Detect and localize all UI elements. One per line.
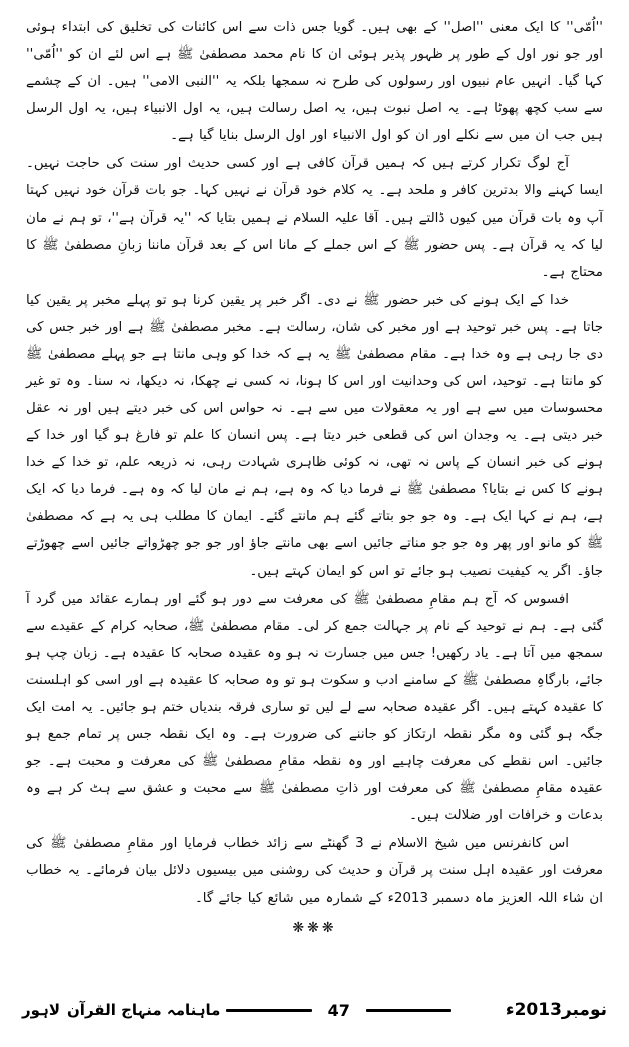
footer-magazine-title: ماہنامہ منہاج القرآن [67, 1001, 221, 1019]
footer-magazine-block [22, 1001, 220, 1019]
footer-issue-date-block [457, 1000, 607, 1020]
paragraph-1: ''اُمّی'' کا ایک معنی ''اصل'' کے بھی ہیں۔ گویا جس ذات سے اس کائنات کی تخلیق کی ابتداء ہوئی اور جو نور اول کے طور پر ظہور پذیر ہوئی ان کا نام محمد مصطفیٰ ﷺ ہے اس لئے ان کو ''اُمّی'' کہا گیا۔ انہیں عام نبیوں اور رسولوں کی طرح نہ سمجھا بلکہ یہ ''النبی الامی'' ہیں۔ ان کے چشمے سے سب کچھ پھوٹا ہے۔ یہ اصل نبوت ہیں، یہ اصل رسالت ہیں، یہ اول الانبیاء ہیں، یہ اول الرسل ہیں جب ان میں سے نکلے اور ان کو اول الانبیاء اور اول الرسل بنایا گیا ہے۔ [26, 20, 603, 144]
paragraph-2: آج لوگ تکرار کرتے ہیں کہ ہمیں قرآن کافی ہے اور کسی حدیث اور سنت کی حاجت نہیں۔ ایسا کہنے والا بدترین کافر و ملحد ہے۔ یہ کلام خود قرآن نے نہیں کہا۔ جو بات قرآن خود نہیں کہتا آپ وہ بات قرآن میں کیوں ڈالتے ہیں۔ آقا علیہ السلام نے ہمیں بتایا کہ ''یہ قرآن ہے''، تو ہم نے مان لیا کہ یہ قرآن ہے۔ پس حضور ﷺ کے اس جملے کے مانا اس کے بعد قرآن ماننا زبانِ مصطفیٰ ﷺ کا محتاج ہے۔ [26, 156, 603, 280]
footer-rule-left [226, 1009, 311, 1012]
page-footer [0, 987, 629, 1033]
article-body [26, 14, 603, 1047]
footer-issue-date: نومبر2013ء [505, 1000, 607, 1020]
page-number: 47 [327, 1000, 350, 1020]
footer-rule-right [366, 1009, 451, 1012]
paragraph-4: افسوس کہ آج ہم مقامِ مصطفیٰ ﷺ کی معرفت سے دور ہو گئے اور ہمارے عقائد میں گرد آ گئی ہے۔ ہم نے توحید کے نام پر جہالت جمع کر لی۔ مقام مصطفیٰ ﷺ، صحابہ کرام کے عقیدے سے سمجھ میں آتا ہے۔ یاد رکھیں! جس میں جسارت نہ ہو وہ عقیدہ صحابہ کا عقیدہ ہے۔ زبان چپ ہو جائے، بارگاہِ مصطفیٰ ﷺ کے سامنے ادب و سکوت ہو تو وہ صحابہ کا عقیدہ ہے اور اسی کو اہلسنت کا عقیدہ کہتے ہیں۔ اگر عقیدہ صحابہ سے لے لیں تو ساری فرقہ بندیاں ختم ہو جائیں۔ یہ امت ایک جگہ ہو گئی وہ مگر نقطہ ارتکاز کو جاننے کی ضرورت ہے۔ وہ ایک نقطہ جس پر تمام جمع ہو جائیں۔ اس نقطے کی معرفت چاہیے اور وہ نقطہ مقامِ مصطفیٰ ﷺ کی معرفت و محبت ہے۔ جو عقیدہ مقامِ مصطفیٰ ﷺ کی معرفت اور ذاتِ مصطفیٰ ﷺ سے محبت و عشق سے ہٹ کر ہے وہ بدعات و خرافات اور ضلالت ہیں۔ [26, 591, 603, 824]
paragraph-5: اس کانفرنس میں شیخ الاسلام نے 3 گھنٹے سے زائد خطاب فرمایا اور مقامِ مصطفیٰ ﷺ کی معرفت اور عقیدہ اہل سنت پر قرآن و حدیث کی روشنی میں بیسیوں دلائل بیان فرمائے۔ یہ خطاب ان شاء اللہ العزیز ماہ دسمبر 2013ء کے شمارہ میں شائع کیا جائے گا۔ [26, 836, 603, 906]
ornament-divider: ❋❋❋ [292, 919, 337, 936]
paragraph-3: خدا کے ایک ہونے کی خبر حضور ﷺ نے دی۔ اگر خبر پر یقین کرنا ہو تو پہلے مخبر پر یقین کیا جاتا ہے۔ پس خبر توحید ہے اور مخبر کی شان، رسالت ہے۔ مخبر مصطفیٰ ﷺ ہے اور خبر جس کی دی جا رہی ہے وہ خدا ہے۔ مقام مصطفیٰ ﷺ یہ ہے کہ خدا کو وہی مانتا ہے جو پہلے مصطفیٰ ﷺ کو مانتا ہے۔ توحید، اس کی وحدانیت اور اس کا ہونا، نہ کسی نے چھکا، نہ دیکھا، نہ سنا۔ وہ تو غیر محسوسات میں سے ہے اور یہ معقولات میں سے ہے۔ نہ حواس اس کی خبر دیتے ہیں اور نہ عقل خبر دیتی ہے۔ یہ وجدان اس کی قطعی خبر دیتا ہے۔ پس انسان کا علم تو فارغ ہو گیا اور خدا کے ہونے کی خبر انسان کے پاس نہ تھی، نہ کوئی ظاہری شہادت رہی، نہ ذریعہ علم، تو خدا کے خدا ہونے کا کس نے بتایا؟ مصطفیٰ ﷺ نے فرما دیا کہ وہ ہے، ہم نے مان لیا کہ وہ ہے۔ فرما دیا کہ ایک ہے، ہم نے کہا ایک ہے۔ وہ جو جو بتاتے گئے ہم مانتے گئے۔ ایمان کا مطلب ہی یہ ہے کہ مصطفیٰ ﷺ کو مانو اور پھر وہ جو جو مناتے جائیں اسے بھی مانتے جاؤ اور جو جو چھڑواتے جائیں اسے چھوڑتے جاؤ۔ اگر یہ کیفیت نصیب ہو جائے تو اس کو ایمان کہتے ہیں۔ [26, 292, 603, 579]
footer-magazine-city: لاہور [22, 1001, 60, 1019]
footer-rule-and-number [220, 1001, 457, 1020]
